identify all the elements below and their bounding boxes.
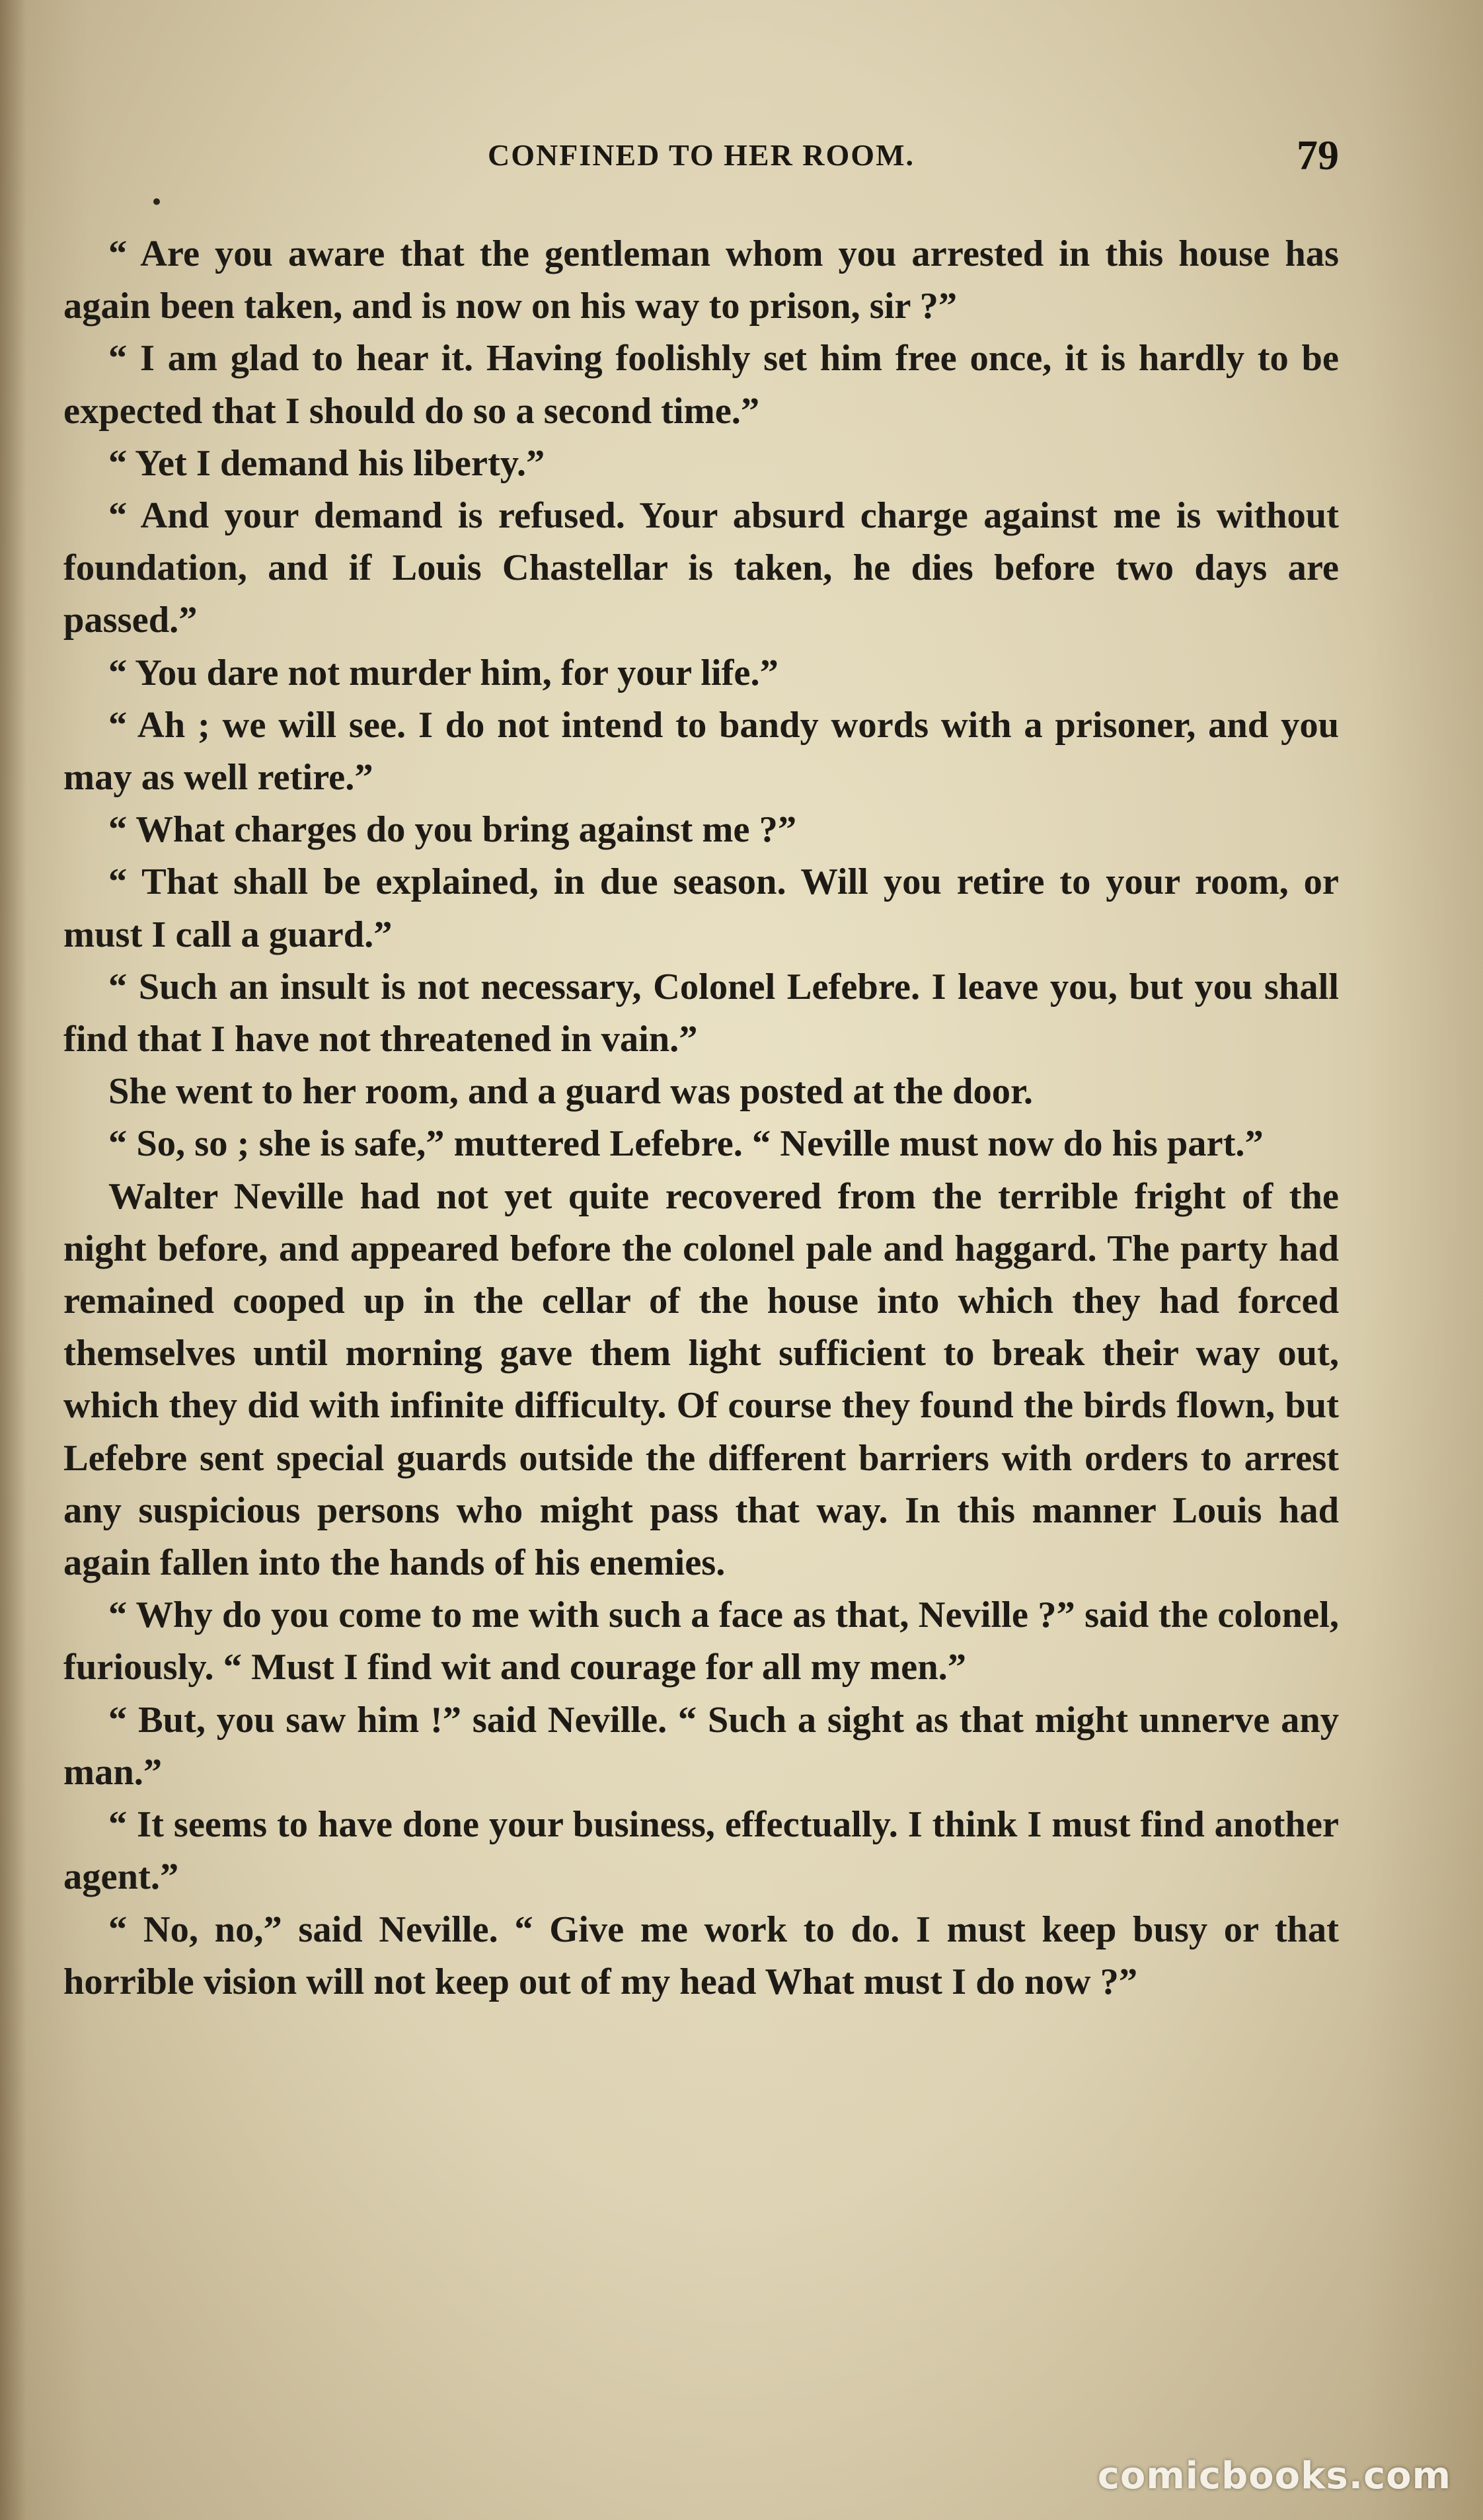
paragraph: “ I am glad to hear it. Having foolishly set him free once, it is hardly to be expected that I should do so a second time.” (63, 338, 1339, 432)
binding-shadow (0, 0, 26, 2520)
paragraph: “ Ah ; we will see. I do not intend to bandy words with a prisoner, and you may as well retire.” (63, 704, 1339, 799)
paragraph: “ Are you aware that the gentleman whom you arrested in this house has again been taken, and is now on his way to prison, sir ?” (63, 233, 1339, 327)
paragraph: Walter Neville had not yet quite recovered from the terrible fright of the night before, and appeared before the colonel pale and haggard. The party had remained cooped up in the cellar of the house into which they had forced themselves until morning gave them light sufficient to break their way out, which they did with infinite difficulty. Of course they found the birds flown, but Lefebre sent special guards outside the different barriers with orders to arrest any suspicious persons who might pass that way. In this manner Louis had again fallen into the hands of his enemies. (63, 1175, 1339, 1584)
paragraph: “ Why do you come to me with such a face as that, Neville ?” said the colonel, furiously. “ Must I find wit and courage for all my men.” (63, 1595, 1339, 1688)
running-head: CONFINED TO HER ROOM. (487, 138, 915, 172)
paragraph: “ And your demand is refused. Your absurd charge against me is without foundation, and if Louis Chastellar is taken, he dies before two days are passed.” (63, 495, 1339, 641)
paragraph: “ But, you saw him !” said Neville. “ Such a sight as that might unnerve any man.” (63, 1699, 1339, 1793)
ink-speck (153, 198, 160, 205)
page-header (63, 132, 1339, 178)
paragraph: “ Yet I demand his liberty.” (108, 442, 545, 484)
paragraph: “ It seems to have done your business, effectually. I think I must find another agent.” (63, 1804, 1339, 1898)
paragraph: “ You dare not murder him, for your life.” (108, 652, 779, 693)
page-number: 79 (1297, 132, 1339, 178)
paragraph: She went to her room, and a guard was posted at the door. (108, 1071, 1034, 1113)
paragraph: “ So, so ; she is safe,” muttered Lefebre. “ Neville must now do his part.” (108, 1123, 1264, 1165)
paragraph: “ No, no,” said Neville. “ Give me work to do. I must keep busy or that horrible vision will not keep out of my head What must I do now ?” (63, 1909, 1339, 2002)
paragraph: “ What charges do you bring against me ?” (108, 809, 797, 851)
body-text (63, 228, 1339, 2008)
paragraph: “ That shall be explained, in due season. Will you retire to your room, or must I call a guard.” (63, 861, 1339, 955)
paragraph: “ Such an insult is not necessary, Colonel Lefebre. I leave you, but you shall find that I have not threatened in vain.” (63, 966, 1339, 1060)
watermark: comicbooks.com (1097, 2455, 1451, 2498)
